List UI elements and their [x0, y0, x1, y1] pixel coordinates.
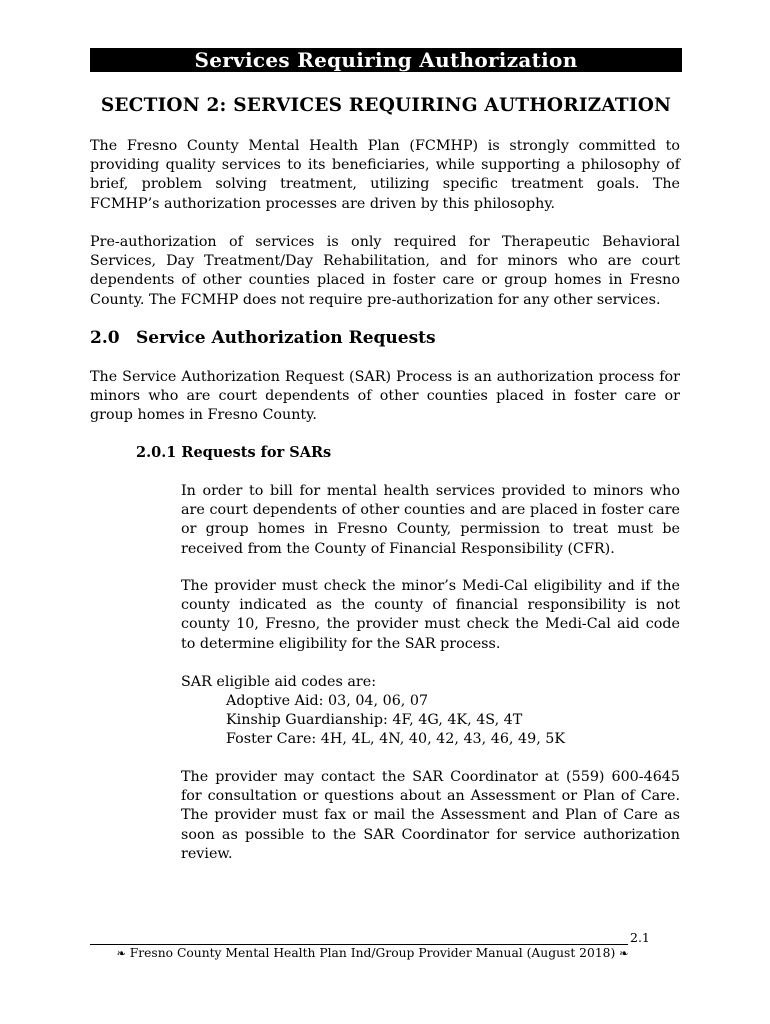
footer	[90, 946, 655, 960]
page-number: 2.1	[630, 930, 650, 945]
intro-paragraph: Pre-authorization of services is only required for Therapeutic Behavioral Services, Day Treatment/Day Rehabilitation, and for minors who are court dependents of other counties placed in foster care or group homes in Fresno County. The FCMHP does not require pre-authorization for any other services.	[90, 234, 680, 308]
subsection-number: 2.0	[90, 328, 120, 348]
aid-code-item: Kinship Guardianship: 4F, 4G, 4K, 4S, 4T	[226, 712, 523, 729]
aid-codes-list	[226, 692, 565, 750]
sar-paragraph: In order to bill for mental health services provided to minors who are court dependents of other counties and are placed in foster care or group homes in Fresno County, permission to treat must be received from the County of Financial Responsibility (CFR).	[181, 483, 680, 557]
subsubsection-heading: 2.0.1 Requests for SARs	[136, 444, 332, 461]
aid-codes-intro: SAR eligible aid codes are:	[181, 674, 377, 690]
subsection-heading	[90, 328, 436, 348]
left-ornament-icon: ❧	[116, 947, 126, 960]
sar-paragraph: The provider must check the minor’s Medi-Cal eligibility and if the county indicated as the county of financial responsibility is not county 10, Fresno, the provider must check the Medi-Cal aid code to determine eligibility for the SAR process.	[181, 578, 680, 652]
footer-divider	[90, 944, 628, 945]
sar-paragraph: The provider may contact the SAR Coordinator at (559) 600-4645 for consultation or questions about an Assessment or Plan of Care. The provider must fax or mail the Assessment and Plan of Care as soon as possible to the SAR Coordinator for service authorization review.	[181, 769, 680, 862]
footer-text: Fresno County Mental Health Plan Ind/Group Provider Manual (August 2018)	[129, 946, 616, 960]
aid-code-item: Foster Care: 4H, 4L, 4N, 40, 42, 43, 46, 49, 5K	[226, 731, 566, 748]
aid-code-item: Adoptive Aid: 03, 04, 06, 07	[226, 693, 429, 709]
intro-paragraph: The Fresno County Mental Health Plan (FCMHP) is strongly committed to providing quality services to its beneficiaries, while supporting a philosophy of brief, problem solving treatment, utilizing specific treatment goals. The FCMHP’s authorization processes are driven by this philosophy.	[90, 138, 680, 212]
section-title: SECTION 2: SERVICES REQUIRING AUTHORIZATION	[100, 95, 672, 116]
right-ornament-icon: ❧	[619, 947, 629, 960]
subsection-paragraph: The Service Authorization Request (SAR) Process is an authorization process for minors who are court dependents of other counties placed in foster care or group homes in Fresno County.	[90, 369, 680, 424]
subsection-title: Service Authorization Requests	[136, 328, 436, 348]
page-banner: Services Requiring Authorization	[90, 48, 682, 72]
